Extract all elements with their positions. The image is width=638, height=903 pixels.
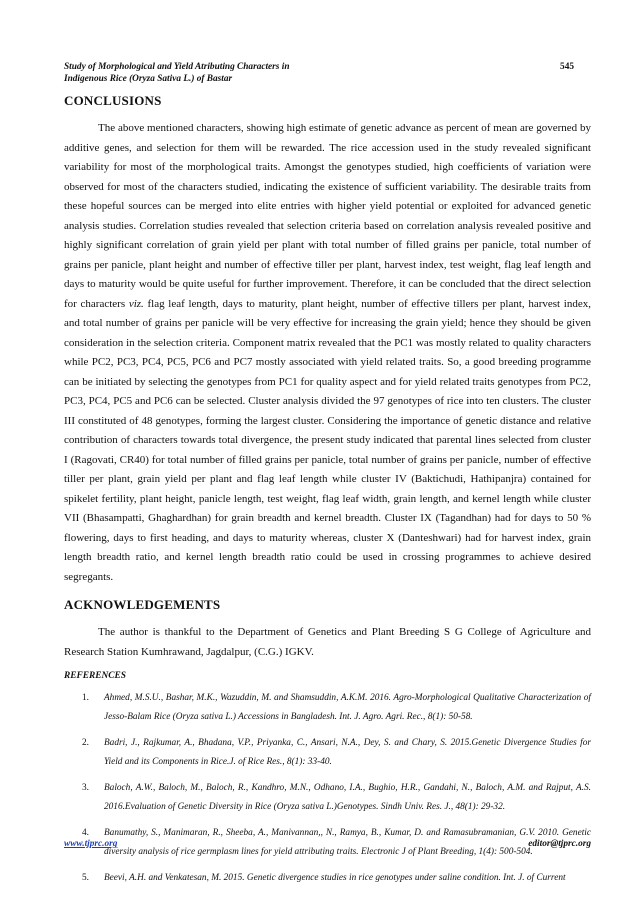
reference-text: Ahmed, M.S.U., Bashar, M.K., Wazuddin, M. and Shamsuddin, A.K.M. 2016. Agro-Morphological Qualitative Characterization of Jesso-Balam Rice (Oryza sativa L.) Accessions in Bangladesh. Int. J. Agro. Agri. Rec., 8(1): 50-58. [104, 693, 591, 722]
references-heading: REFERENCES [64, 671, 127, 681]
reference-text: Banumathy, S., Manimaran, R., Sheeba, A., Manivannan,, N., Ramya, B., Kumar, D. and Ramasubramanian, G.V. 2010. Genetic diversity analysis of rice germplasm lines for yield attributing traits. Electronic J of Plant Breeding, 1(4): 500-504. [104, 828, 591, 857]
reference-text: Baloch, A.W., Baloch, M., Baloch, R., Kandhro, M.N., Odhano, I.A., Bughio, H.R., Gandahi, N., Baloch, A.M. and Rajput, A.S. 2016.Evaluation of Genetic Diversity in Rice (Oryza sativa L.)Genotypes. Sindh Univ. Res. J., 48(1): 29-32. [104, 783, 591, 812]
conclusions-text-1: The above mentioned characters, showing high estimate of genetic advance as percent of mean are governed by additive genes, and selection for them will be rewarded. The rice accession used in the study revealed significant variability for most of the morphological traits. Amongst the genotypes studied, high coefficients of variation were observed for most of the characters studied, indicating the existence of sufficient variability. The desirable traits from these hopeful sources can be merged into elite entries with higher yield potential or exploited for advanced genetic analysis studies. Correlation studies revealed that selection criteria based on correlation analysis revealed positive and highly significant correlation of grain yield per plant with total number of filled grains per panicle, total number of grains per panicle, plant height and number of effective tiller per plant, harvest index, test weight, flag leaf length and days to maturity would be quite useful for further improvement. Therefore, it can be concluded that the direct selection for characters [64, 122, 591, 310]
reference-text: Beevi, A.H. and Venkatesan, M. 2015. Genetic divergence studies in rice genotypes under saline condition. Int. J. of Current [104, 873, 566, 883]
reference-number: 3. [82, 783, 89, 793]
reference-item [64, 779, 591, 816]
conclusions-paragraph [64, 119, 591, 587]
running-header-line1: Study of Morphological and Yield Atributing Characters in [64, 62, 290, 72]
acknowledgements-heading: ACKNOWLEDGEMENTS [64, 597, 221, 612]
reference-item [64, 734, 591, 771]
running-header-line2: Indigenous Rice (Oryza Sativa L.) of Bastar [64, 74, 233, 84]
reference-number: 5. [82, 873, 89, 883]
reference-item [64, 689, 591, 726]
page-footer [64, 839, 591, 849]
reference-text: Badri, J., Rajkumar, A., Bhadana, V.P., Priyanka, C., Ansari, N.A., Dey, S. and Chary, S. 2015.Genetic Divergence Studies for Yield and its Components in Rice.J. of Rice Res., 8(1): 33-40. [104, 738, 591, 767]
viz-italic: viz. [128, 297, 144, 310]
reference-number: 4. [82, 828, 89, 838]
reference-number: 2. [82, 738, 89, 748]
running-header [64, 61, 576, 85]
page-number: 545 [560, 62, 574, 72]
references-list [64, 689, 591, 888]
conclusions-text-2: flag leaf length, days to maturity, plant height, number of effective tillers per plant, harvest index, and total number of grains per panicle will be very effective for increasing the grain yield; hence they should be given consideration in the selection criteria. Component matrix revealed that the PC1 was mostly related to quality characters while PC2, PC3, PC4, PC5, PC6 and PC7 mostly associated with yield related traits. So, a good breeding programme can be initiated by selecting the genotypes from PC1 for quality aspect and for yield related traits genotypes from PC2, PC3, PC4, PC5 and PC6 can be selected. Cluster analysis divided the 97 genotypes of rice into ten clusters. The cluster III constituted of 48 genotypes, forming the largest cluster. Considering the importance of genetic distance and relative contribution of characters towards total divergence, the present study indicated that parental lines selected from cluster I (Ragovati, CR40) for total number of filled grains per panicle, total number of grains per panicle, number of effective tiller per plant, grain yield per plant and flag leaf length while cluster IV (Baktichudi, Hathipanjra) contained for spikelet fertility, plant height, panicle length, test weight, flag leaf width, grain length, and kernel length while cluster VII (Bhasampatti, Ghaghardhan) for grain breadth and kernel breadth. Cluster IX (Tagandhan) had for days to 50 % flowering, days to first heading, and days to maturity whereas, cluster X (Danteshwari) had for harvest index, grain length breadth ratio, and kernel length breadth ratio could be used in crossing programmes to achieve desired segregants. [64, 297, 591, 583]
editor-email: editor@tjprc.org [528, 839, 591, 849]
website-link[interactable]: www.tjprc.org [64, 839, 118, 849]
page-body [64, 93, 591, 896]
conclusions-heading: CONCLUSIONS [64, 93, 162, 108]
reference-number: 1. [82, 693, 89, 703]
reference-item [64, 869, 591, 888]
acknowledgements-paragraph: The author is thankful to the Department of Genetics and Plant Breeding S G College of Agriculture and Research Station Kumhrawand, Jagdalpur, (C.G.) IGKV. [64, 626, 591, 658]
